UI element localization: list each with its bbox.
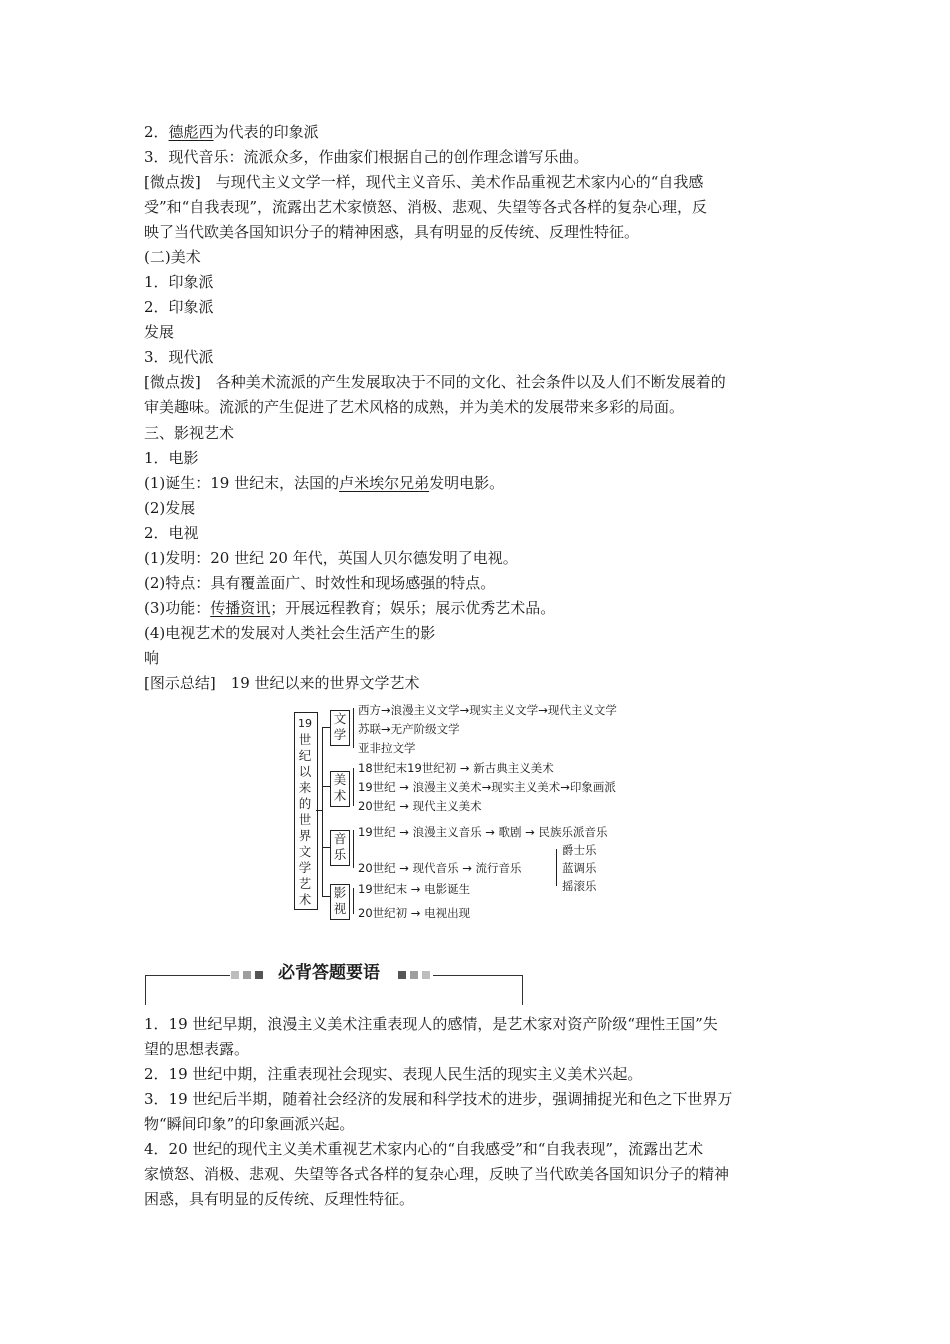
text-line: 2．电视 [144, 524, 199, 542]
text-span: 为代表的印象派 [213, 123, 319, 141]
tip-line: [微点拨] 与现代主义文学一样，现代主义音乐、美术作品重视艺术家内心的“自我感 [144, 173, 704, 191]
root-char: 19 [298, 717, 312, 730]
text-line: 3．现代音乐：流派众多，作曲家们根据自己的创作理念谱写乐曲。 [144, 148, 589, 166]
text-line: (2)发展 [144, 499, 196, 517]
text-line: 受”和“自我表现”，流露出艺术家愤怒、消极、悲观、失望等各式各样的复杂心理，反 [144, 198, 708, 216]
literature-label: 学 [333, 727, 347, 742]
summary-line: 望的思想表露。 [144, 1040, 250, 1058]
decor-square [255, 971, 263, 979]
root-label [297, 716, 313, 908]
diagram-row: 西方→浪漫主义文学→现实主义文学→现代主义文学 [358, 703, 617, 717]
text-line: 发展 [144, 323, 175, 341]
root-char: 文 [298, 844, 312, 859]
text-line: (1)发明：20 世纪 20 年代，英国人贝尔德发明了电视。 [144, 549, 518, 567]
text-line: 3．现代派 [144, 348, 214, 366]
diagram-row: 20世纪 → 现代音乐 → 流行音乐 [358, 861, 522, 875]
root-char: 世 [298, 732, 312, 747]
diagram-row: 爵士乐 [562, 843, 597, 857]
diagram-row: 19世纪 → 浪漫主义音乐 → 歌剧 → 民族乐派音乐 [358, 825, 608, 839]
header-rule-right [433, 975, 522, 976]
bracket-line [322, 727, 323, 896]
decor-square [422, 971, 430, 979]
diagram-row: 18世纪末19世纪初 → 新古典主义美术 [358, 761, 554, 775]
summary-line: 2．19 世纪中期，注重表现社会现实、表现人民生活的现实主义美术兴起。 [144, 1065, 643, 1083]
text-line: (2)特点：具有覆盖面广、时效性和现场感强的特点。 [144, 574, 496, 592]
bracket-line [353, 830, 354, 868]
bracket-line [353, 888, 354, 914]
root-char: 以 [298, 764, 312, 779]
bracket-line [556, 849, 557, 886]
diagram-row: 蓝调乐 [562, 861, 597, 875]
art-label: 术 [333, 788, 347, 803]
root-char: 术 [298, 892, 312, 907]
decor-square [243, 971, 251, 979]
text-line: 1．电影 [144, 449, 199, 467]
music-label: 乐 [333, 847, 347, 862]
text-span: ；开展远程教育；娱乐；展示优秀艺术品。 [270, 599, 556, 617]
bracket-line [353, 708, 354, 748]
diagram-row: 摇滚乐 [562, 879, 597, 893]
section-heading: 三、影视艺术 [144, 424, 235, 442]
root-char: 的 [298, 796, 312, 811]
summary-line: 家愤怒、消极、悲观、失望等各式各样的复杂心理，反映了当代欧美各国知识分子的精神 [144, 1165, 730, 1183]
diagram-row: 20世纪 → 现代主义美术 [358, 799, 482, 813]
tip-line: [微点拨] 各种美术流派的产生发展取决于不同的文化、社会条件以及人们不断发展着的 [144, 373, 726, 391]
text-line: 审美趣味。流派的产生促进了艺术风格的成熟，并为美术的发展带来多彩的局面。 [144, 398, 685, 416]
decor-square [410, 971, 418, 979]
bracket-line [353, 768, 354, 806]
film-label: 视 [333, 901, 347, 916]
text-span: (1)诞生：19 世纪末，法国的 [144, 474, 340, 492]
connector [322, 727, 330, 728]
root-char: 学 [298, 860, 312, 875]
film-label: 影 [333, 885, 347, 900]
text-span: (3)功能： [144, 599, 211, 617]
music-label: 音 [333, 831, 347, 846]
section-title: 必背答题要语 [278, 963, 380, 983]
summary-line: 4．20 世纪的现代主义美术重视艺术家内心的“自我感受”和“自我表现”，流露出艺术 [144, 1140, 704, 1158]
underlined-term: 德彪西 [168, 123, 214, 141]
root-char: 艺 [298, 876, 312, 891]
diagram-row: 20世纪初 → 电视出现 [358, 906, 471, 920]
text-line: 映了当代欧美各国知识分子的精神困惑，具有明显的反传统、反理性特征。 [144, 223, 640, 241]
connector [322, 786, 330, 787]
text-line: 1．印象派 [144, 273, 214, 291]
art-label: 美 [333, 772, 347, 787]
literature-label: 文 [333, 711, 347, 726]
header-rule-left [145, 975, 230, 976]
diagram-row: 苏联→无产阶级文学 [358, 722, 460, 736]
summary-line: 1．19 世纪早期，浪漫主义美术注重表现人的感情，是艺术家对资产阶级“理性王国”失 [144, 1015, 718, 1033]
diagram-caption: [图示总结] 19 世纪以来的世界文学艺术 [144, 674, 420, 692]
decor-square [398, 971, 406, 979]
diagram-row: 19世纪末 → 电影诞生 [358, 882, 471, 896]
root-char: 纪 [298, 748, 312, 763]
text-span: 2． [144, 123, 169, 141]
root-char: 来 [298, 780, 312, 795]
root-char: 世 [298, 812, 312, 827]
subheading: (二)美术 [144, 248, 201, 266]
connector [322, 896, 330, 897]
summary-line: 困惑，具有明显的反传统、反理性特征。 [144, 1190, 415, 1208]
summary-line: 物“瞬间印象”的印象画派兴起。 [144, 1115, 355, 1133]
diagram-row: 19世纪 → 浪漫主义美术→现实主义美术→印象画派 [358, 780, 616, 794]
diagram-row: 亚非拉文学 [358, 741, 416, 755]
header-rule-right-edge [522, 975, 523, 1005]
text-line: 2．印象派 [144, 298, 214, 316]
header-rule-left-edge [145, 975, 146, 1005]
summary-line: 3．19 世纪后半期，随着社会经济的发展和科学技术的进步，强调捕捉光和色之下世界万 [144, 1090, 733, 1108]
text-line: 响 [144, 649, 160, 667]
root-char: 界 [298, 828, 312, 843]
text-line: (4)电视艺术的发展对人类社会生活产生的影 [144, 624, 436, 642]
text-span: 发明电影。 [429, 474, 505, 492]
underlined-term: 卢米埃尔兄弟 [339, 474, 430, 492]
decor-square [231, 971, 239, 979]
connector [322, 847, 330, 848]
underlined-term: 传播资讯 [210, 599, 271, 617]
